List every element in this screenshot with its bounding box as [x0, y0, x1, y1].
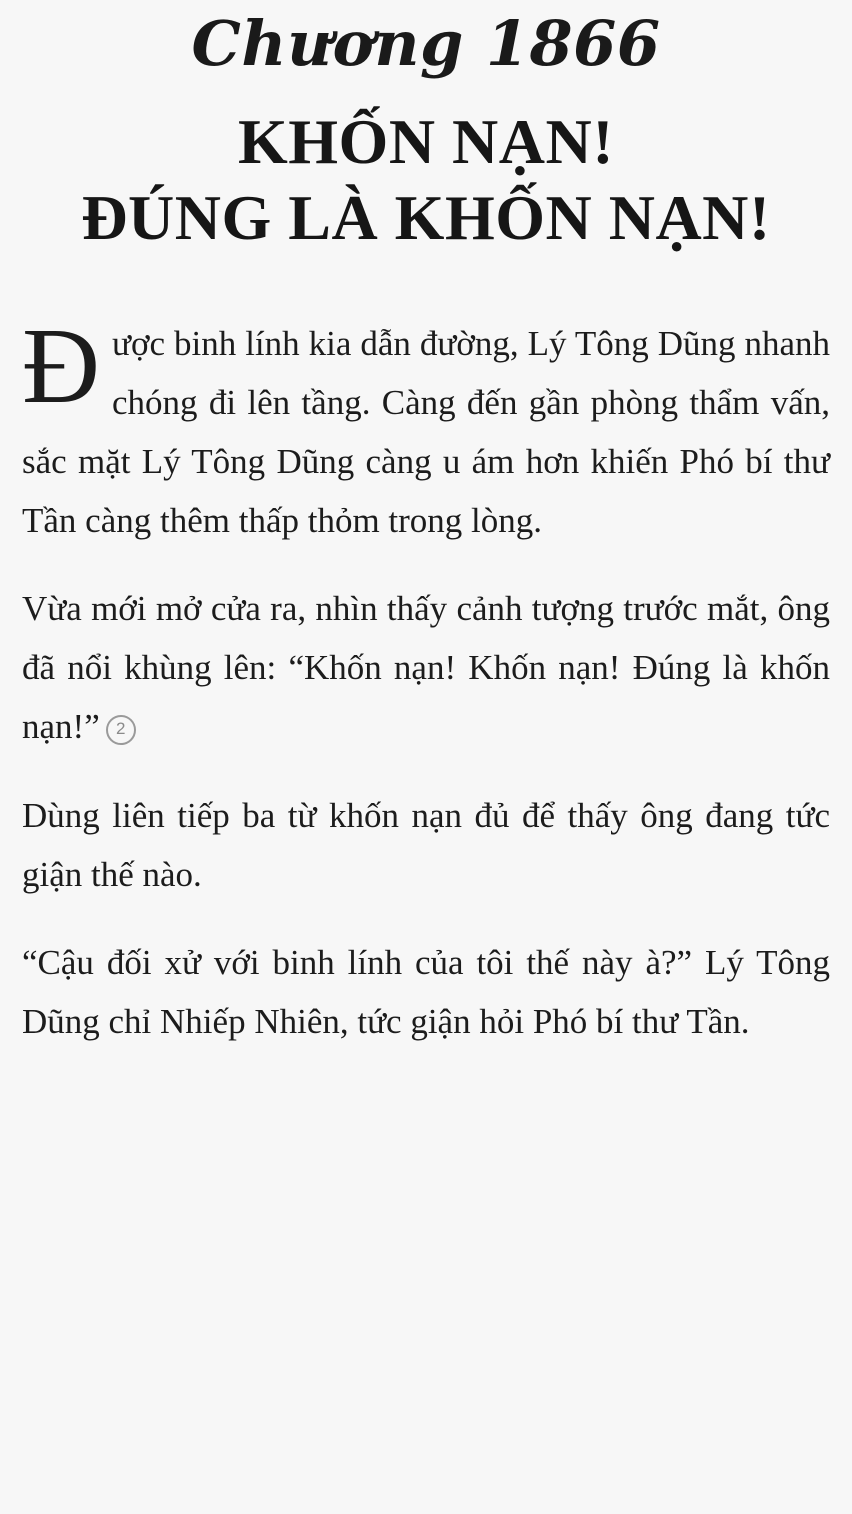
- footnote-marker-icon[interactable]: 2: [106, 715, 136, 745]
- chapter-title-line-1: KHỐN NẠN!: [237, 106, 615, 178]
- paragraph: “Cậu đối xử với binh lính của tôi thế này à?” Lý Tông Dũng chỉ Nhiếp Nhiên, tức giận hỏi Phó bí thư Tần.: [22, 943, 830, 1042]
- chapter-body: [22, 307, 830, 1052]
- paragraph-text: Vừa mới mở cửa ra, nhìn thấy cảnh tượng trước mắt, ông đã nổi khùng lên: “Khốn nạn! Khốn nạn! Đúng là khốn nạn!”: [22, 589, 830, 746]
- chapter-number: Chương 1866: [191, 7, 661, 80]
- paragraph: Được binh lính kia dẫn đường, Lý Tông Dũng nhanh chóng đi lên tầng. Càng đến gần phòng thẩm vấn, sắc mặt Lý Tông Dũng càng u ám hơn khiến Phó bí thư Tần càng thêm thấp thỏm trong lòng.: [22, 307, 830, 540]
- reader-page: [0, 7, 852, 1514]
- paragraph-with-footnote: [22, 580, 830, 756]
- chapter-title-line-2: ĐÚNG LÀ KHỐN NẠN!: [81, 181, 771, 253]
- paragraph: Dùng liên tiếp ba từ khốn nạn đủ để thấy ông đang tức giận thế nào.: [22, 795, 830, 894]
- chapter-title: [22, 104, 830, 255]
